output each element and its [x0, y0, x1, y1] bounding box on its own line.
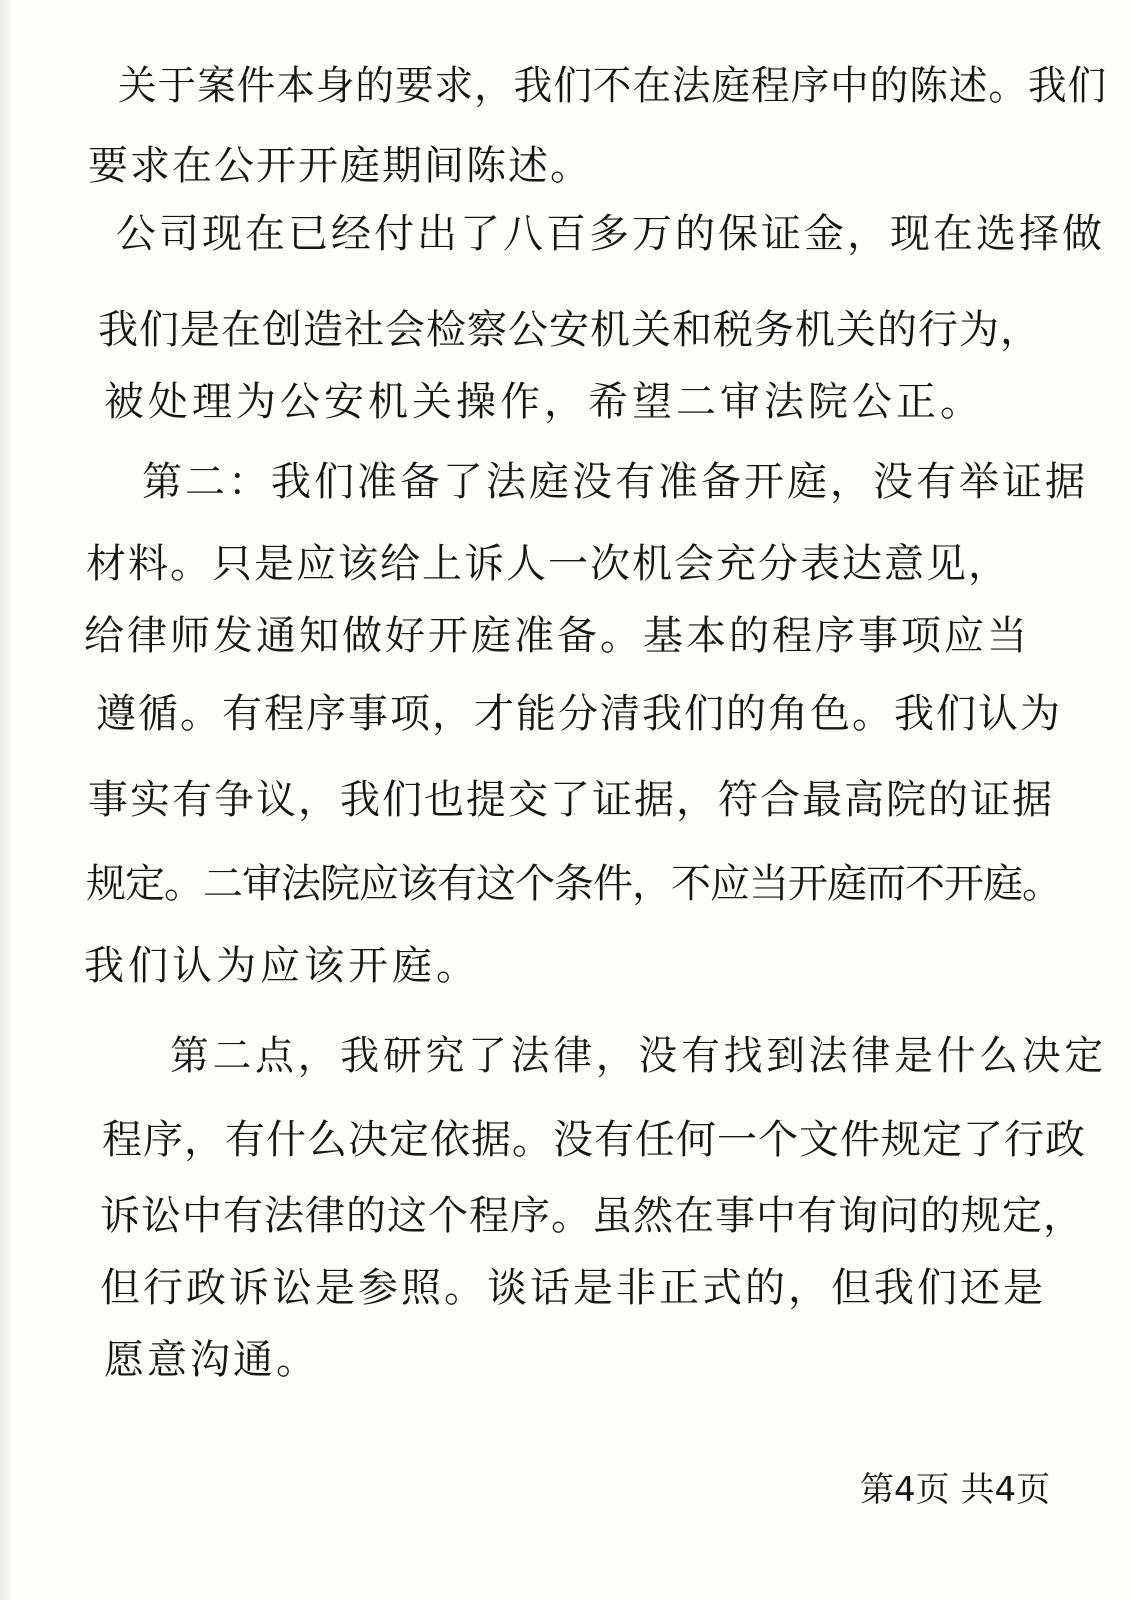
handwritten-line: 规定。二审法院应该有这个条件，不应当开庭而不开庭。: [86, 861, 1061, 907]
handwritten-line: 诉讼中有法律的这个程序。虽然在事中有询问的规定，: [100, 1193, 1084, 1239]
handwritten-line: 给律师发通知做好开庭准备。基本的程序事项应当: [84, 613, 1030, 659]
handwritten-line: 遵循。有程序事项，才能分清我们的角色。我们认为: [96, 691, 1062, 737]
handwritten-line: 事实有争议，我们也提交了证据，符合最高院的证据: [88, 777, 1054, 823]
handwritten-line: 愿意沟通。: [104, 1337, 319, 1383]
handwritten-line: 关于案件本身的要求，我们不在法庭程序中的陈述。我们: [118, 63, 1108, 109]
handwritten-line: 被处理为公安机关操作，希望二审法院公正。: [104, 379, 984, 425]
page-number: 第4页 共4页: [860, 1470, 1051, 1510]
handwritten-line: 第二点，我研究了法律，没有找到法律是什么决定: [170, 1033, 1108, 1079]
handwritten-line: 但行政诉讼是参照。谈话是非正式的，但我们还是: [100, 1265, 1046, 1311]
handwritten-line: 程序，有什么决定依据。没有任何一个文件规定了行政: [102, 1117, 1086, 1163]
handwritten-line: 第二：我们准备了法庭没有准备开庭，没有举证据: [142, 459, 1088, 505]
handwritten-line: 要求在公开开庭期间陈述。: [88, 143, 592, 189]
handwritten-line: 公司现在已经付出了八百多万的保证金，现在选择做: [116, 211, 1105, 257]
handwritten-line: 材料。只是应该给上诉人一次机会充分表达意见，: [86, 541, 1010, 587]
handwritten-line: 我们是在创造社会检察公安机关和税务机关的行为，: [98, 307, 1041, 353]
scan-edge-shadow: [0, 0, 14, 1600]
handwritten-line: 我们认为应该开庭。: [84, 943, 480, 989]
